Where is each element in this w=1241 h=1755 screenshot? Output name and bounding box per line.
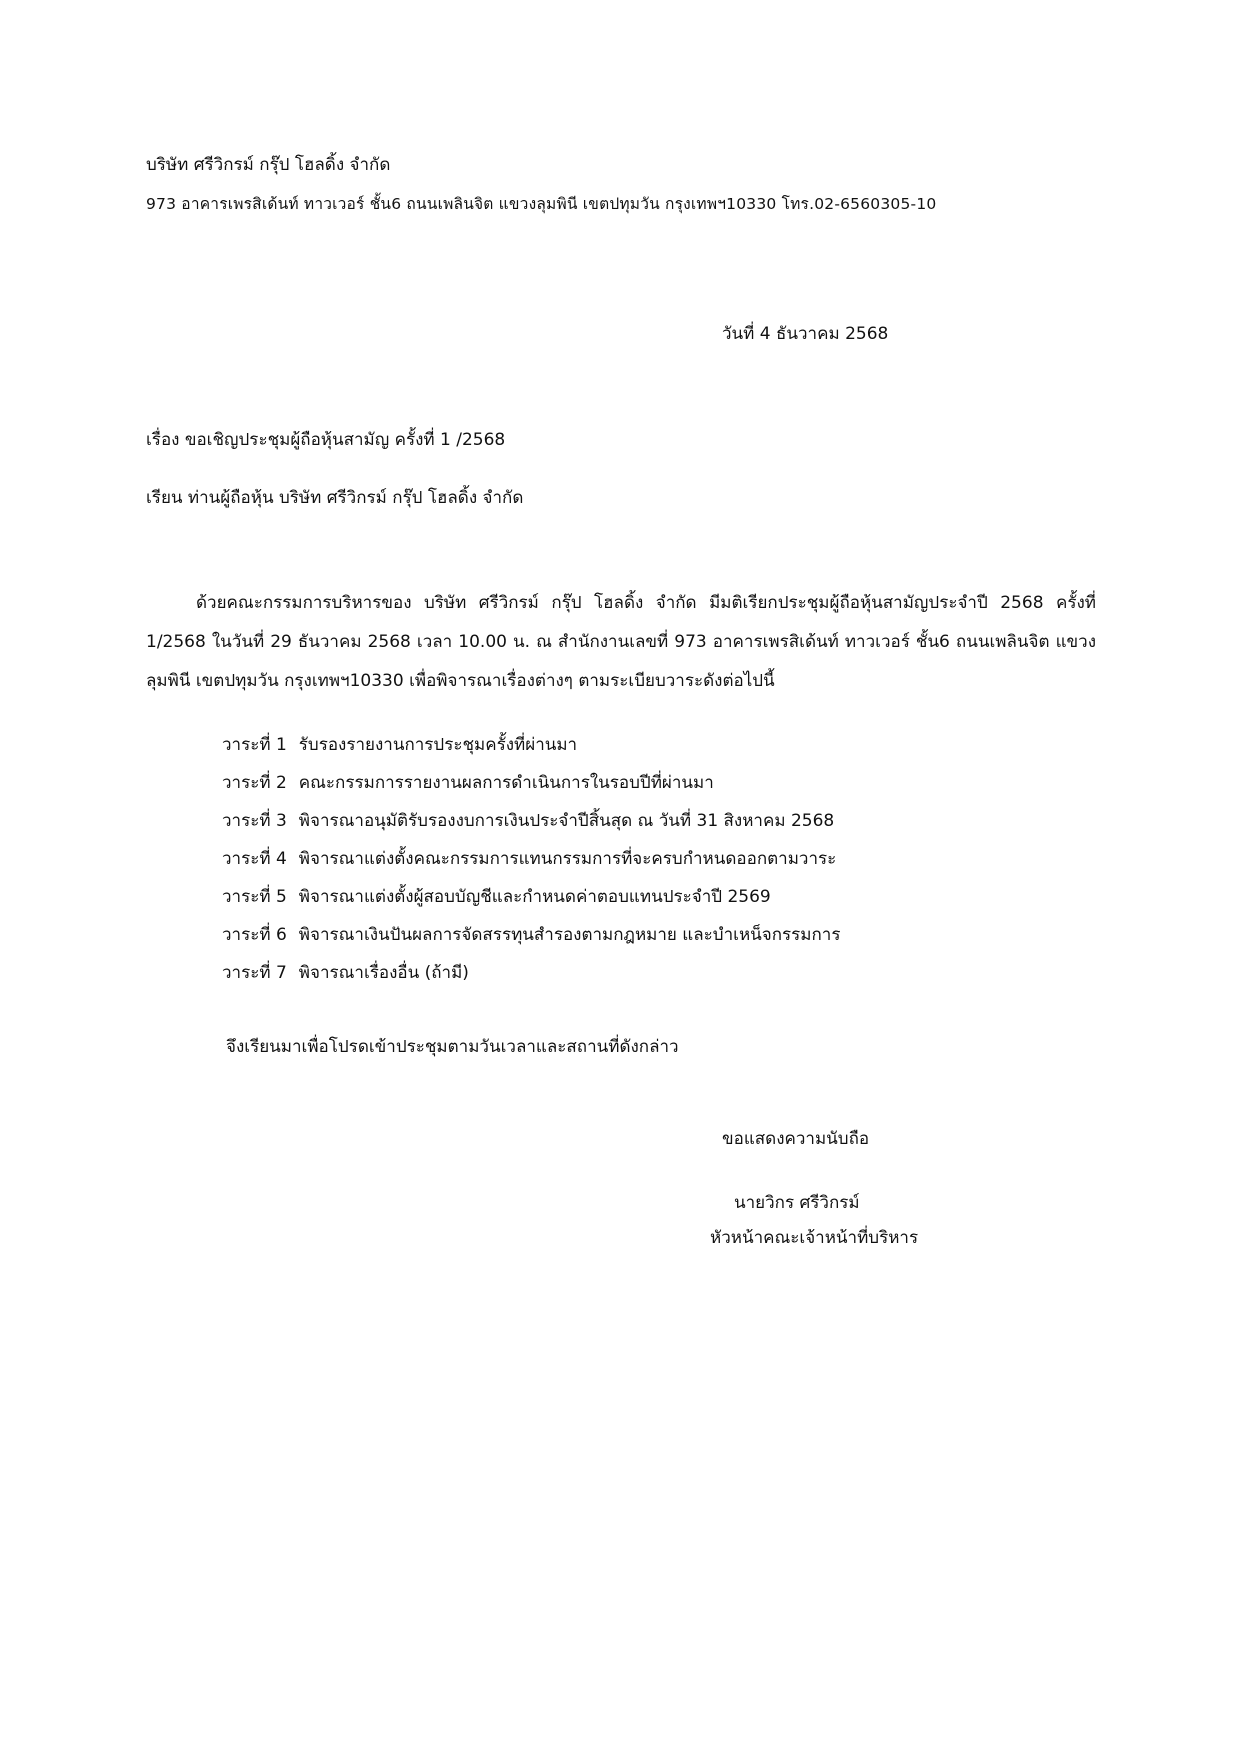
signer-name: นายวิกร ศรีวิกรม์: [734, 1193, 860, 1213]
closing-statement: จึงเรียนมาเพื่อโปรดเข้าประชุมตามวันเวลาและสถานที่ดังกล่าว: [226, 1037, 679, 1057]
agenda-item: [222, 771, 840, 809]
letter-date: วันที่ 4 ธันวาคม 2568: [722, 324, 889, 344]
agenda-title: รับรองรายงานการประชุมครั้งที่ผ่านมา: [298, 735, 578, 755]
company-name: บริษัท ศรีวิกรม์ กรุ๊ป โฮลดิ้ง จำกัด: [146, 155, 391, 175]
agenda-number: วาระที่ 1: [222, 735, 287, 755]
agenda-list: [222, 733, 840, 999]
company-address: 973 อาคารเพรสิเด้นท์ ทาวเวอร์ ชั้น6 ถนนเพลินจิต แขวงลุมพินี เขตปทุมวัน กรุงเทพฯ10330 โทร.02-6560305-10: [146, 195, 937, 213]
agenda-title: พิจารณาเงินปันผลการจัดสรรทุนสำรองตามกฎหมาย และบำเหน็จกรรมการ: [298, 925, 841, 945]
agenda-number: วาระที่ 2: [222, 773, 287, 793]
letter-body: ด้วยคณะกรรมการบริหารของ บริษัท ศรีวิกรม์ กรุ๊ป โฮลดิ้ง จำกัด มีมติเรียกประชุมผู้ถือหุ้นสามัญประจำปี 2568 ครั้งที่ 1/2568 ในวันที่ 29 ธันวาคม 2568 เวลา 10.00 น. ณ สำนักงานเลขที่ 973 อาคารเพรสิเด้นท์ ทาวเวอร์ ชั้น6 ถนนเพลินจิต แขวงลุมพินี เขตปทุมวัน กรุงเทพฯ10330 เพื่อพิจารณาเรื่องต่างๆ ตามระเบียบวาระดังต่อไปนี้: [146, 593, 1096, 691]
agenda-item: [222, 961, 840, 999]
agenda-number: วาระที่ 7: [222, 963, 287, 983]
agenda-number: วาระที่ 4: [222, 849, 287, 869]
agenda-title: พิจารณาเรื่องอื่น (ถ้ามี): [298, 963, 469, 983]
agenda-title: พิจารณาแต่งตั้งคณะกรรมการแทนกรรมการที่จะครบกำหนดออกตามวาระ: [298, 849, 837, 869]
agenda-number: วาระที่ 6: [222, 925, 287, 945]
regards-line: ขอแสดงความนับถือ: [722, 1129, 870, 1149]
letter-salutation: เรียน ท่านผู้ถือหุ้น บริษัท ศรีวิกรม์ กรุ๊ป โฮลดิ้ง จำกัด: [146, 488, 524, 508]
agenda-item: [222, 923, 840, 961]
agenda-number: วาระที่ 5: [222, 887, 287, 907]
signer-title: หัวหน้าคณะเจ้าหน้าที่บริหาร: [710, 1228, 919, 1248]
agenda-item: [222, 847, 840, 885]
agenda-number: วาระที่ 3: [222, 811, 287, 831]
agenda-title: คณะกรรมการรายงานผลการดำเนินการในรอบปีที่ผ่านมา: [298, 773, 714, 793]
agenda-title: พิจารณาอนุมัติรับรองงบการเงินประจำปีสิ้นสุด ณ วันที่ 31 สิงหาคม 2568: [298, 811, 835, 831]
agenda-item: [222, 733, 840, 771]
letter-subject: เรื่อง ขอเชิญประชุมผู้ถือหุ้นสามัญ ครั้งที่ 1 /2568: [146, 430, 506, 450]
agenda-item: [222, 885, 840, 923]
agenda-title: พิจารณาแต่งตั้งผู้สอบบัญชีและกำหนดค่าตอบแทนประจำปี 2569: [298, 887, 771, 907]
agenda-item: [222, 809, 840, 847]
